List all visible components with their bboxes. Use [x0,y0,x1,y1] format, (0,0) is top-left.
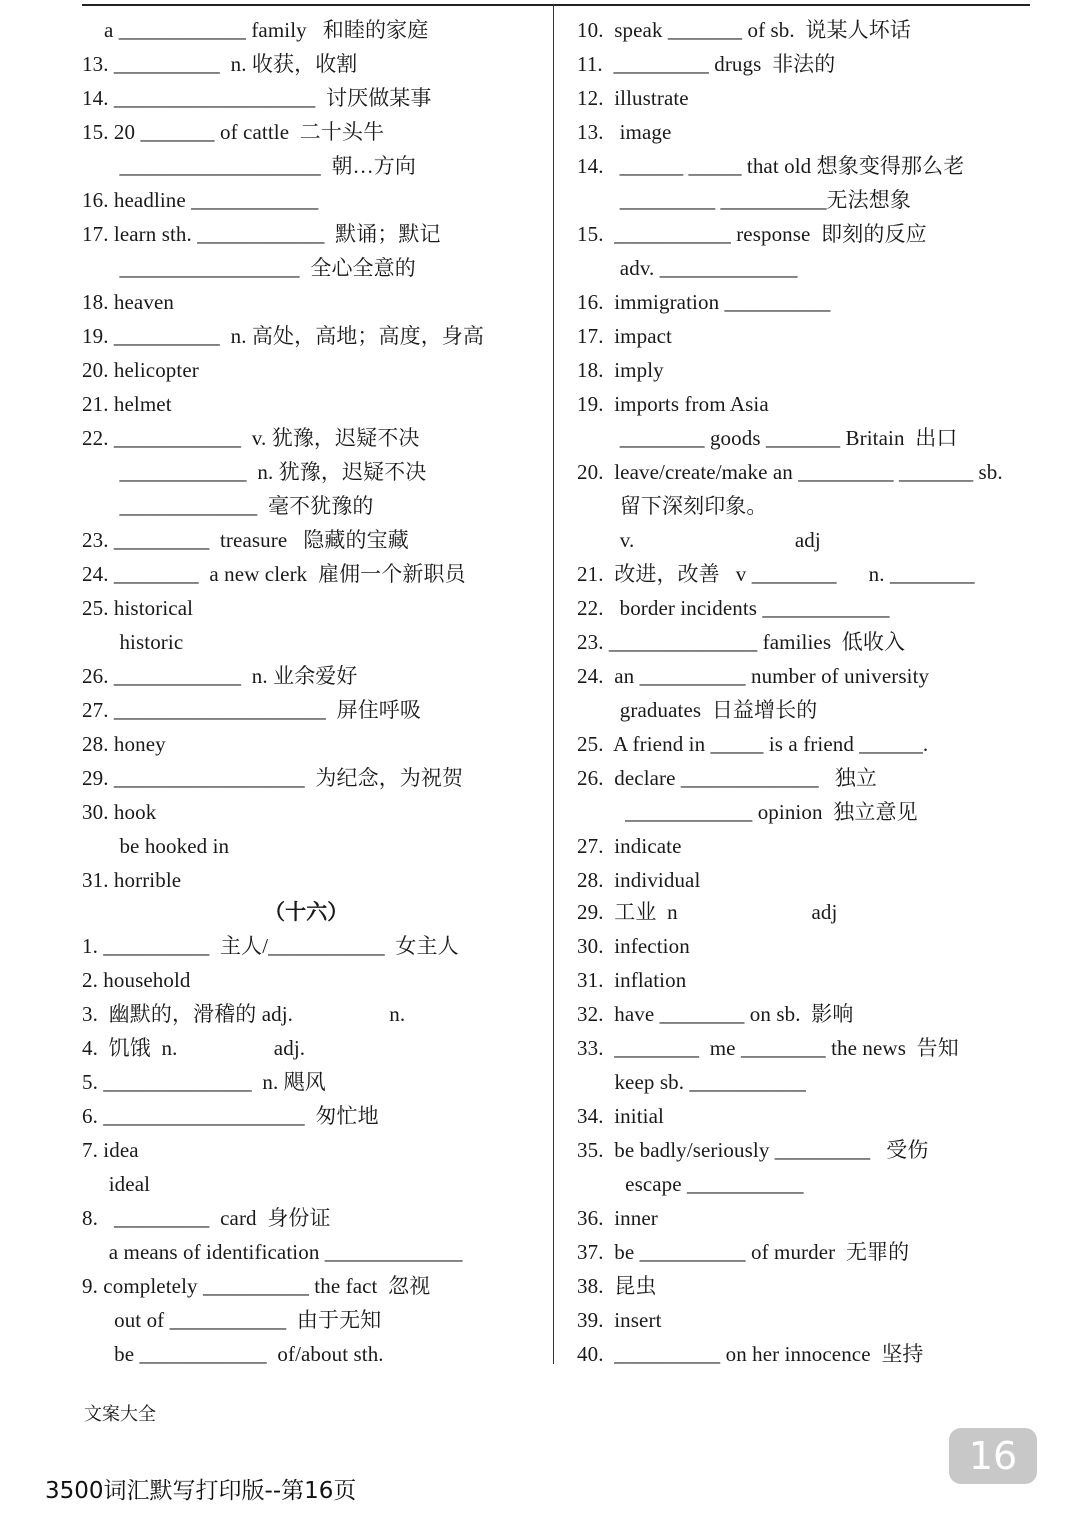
vocab-line: _________________ 全心全意的 [82,256,416,280]
vocab-line: keep sb. ___________ [577,1070,807,1094]
vocab-line: 18. heaven [82,290,174,314]
vocab-line: 17. learn sth. ____________ 默诵；默记 [82,222,441,246]
vocab-line: 20. helicopter [82,358,199,382]
vocab-line: ideal [82,1172,151,1196]
vocab-line: 39. insert [577,1308,662,1332]
column-divider [553,4,554,1364]
vocab-line: 36. inner [577,1206,658,1230]
vocab-line: 13. __________ n. 收获，收割 [82,52,358,76]
top-rule [82,4,1030,6]
vocab-line: out of ___________ 由于无知 [82,1308,382,1332]
vocab-line: 18. imply [577,358,664,382]
vocab-line: 29. __________________ 为纪念，为祝贺 [82,766,464,790]
vocab-line: 16. headline ____________ [82,188,319,212]
vocab-line: 30. infection [577,934,690,958]
vocab-line: 1. __________ 主人/___________ 女主人 [82,934,459,958]
vocab-line: 24. an __________ number of university [577,664,930,688]
vocab-line: 26. declare _____________ 独立 [577,766,877,790]
vocab-line: 31. horrible [82,868,182,892]
vocab-line: be ____________ of/about sth. [82,1342,384,1366]
vocab-line: 23. ______________ families 低收入 [577,630,906,654]
vocab-line: escape ___________ [577,1172,804,1196]
vocab-line: 8. _________ card 身份证 [82,1206,331,1230]
vocab-line: graduates 日益增长的 [577,698,818,722]
vocab-line: 17. impact [577,324,672,348]
vocab-line: 7. idea [82,1138,139,1162]
vocab-line: 38. 昆虫 [577,1274,657,1298]
vocab-line: 30. hook [82,800,157,824]
vocab-line: 19. imports from Asia [577,392,769,416]
vocab-line: 31. inflation [577,968,687,992]
vocab-line: 10. speak _______ of sb. 说某人坏话 [577,18,911,42]
footer-note: 文案大全 [84,1404,156,1425]
vocab-line: ________ goods _______ Britain 出口 [577,426,958,450]
vocab-line: 22. ____________ v. 犹豫，迟疑不决 [82,426,420,450]
vocab-line: 2. household [82,968,191,992]
page-caption: 3500词汇默写打印版--第16页 [45,1478,357,1504]
vocab-line: 4. 饥饿 n. adj. [82,1036,306,1060]
vocab-line: 9. completely __________ the fact 忽视 [82,1274,431,1298]
vocab-line: 28. honey [82,732,166,756]
vocab-line: ___________________ 朝…方向 [82,154,416,178]
vocab-line: 27. indicate [577,834,682,858]
vocab-line: 14. ___________________ 讨厌做某事 [82,86,432,110]
vocab-line: 34. initial [577,1104,664,1128]
vocab-line: 27. ____________________ 屏住呼吸 [82,698,421,722]
vocab-line: 15. 20 _______ of cattle 二十头牛 [82,120,385,144]
vocab-line: 20. leave/create/make an _________ _______ sb. [577,460,1003,484]
vocab-line: a ____________ family 和睦的家庭 [104,18,429,42]
vocab-line: 11. _________ drugs 非法的 [577,52,836,76]
vocab-line: 40. __________ on her innocence 坚持 [577,1342,924,1366]
vocab-line: 37. be __________ of murder 无罪的 [577,1240,910,1264]
vocab-line: 32. have ________ on sb. 影响 [577,1002,854,1026]
vocab-line: 16. immigration __________ [577,290,831,314]
vocab-line: _________ __________无法想象 [577,188,911,212]
vocab-line: 21. helmet [82,392,172,416]
vocab-line: 29. 工业 n adj [577,900,838,924]
vocab-line: 25. A friend in _____ is a friend ______. [577,732,929,756]
vocab-line: 21. 改进，改善 v ________ n. ________ [577,562,975,586]
vocab-line: 3. 幽默的，滑稽的 adj. n. [82,1002,406,1026]
vocab-line: be hooked in [82,834,230,858]
page-number-badge: 16 [949,1428,1037,1484]
vocab-line: 6. ___________________ 匆忙地 [82,1104,379,1128]
vocab-line: _____________ 毫不犹豫的 [82,494,374,518]
vocab-line: 13. image [577,120,672,144]
vocab-line: 14. ______ _____ that old 想象变得那么老 [577,154,965,178]
vocab-line: 35. be badly/seriously _________ 受伤 [577,1138,929,1162]
vocab-line: 28. individual [577,868,701,892]
vocab-line: v. adj [577,528,821,552]
vocab-line: 5. ______________ n. 飓风 [82,1070,326,1094]
vocab-line: 23. _________ treasure 隐藏的宝藏 [82,528,409,552]
section-heading: （十六） [264,900,349,924]
vocab-line: adv. _____________ [577,256,798,280]
vocab-line: 15. ___________ response 即刻的反应 [577,222,927,246]
vocab-line: 24. ________ a new clerk 雇佣一个新职员 [82,562,466,586]
vocab-line: 33. ________ me ________ the news 告知 [577,1036,959,1060]
vocab-line: 26. ____________ n. 业余爱好 [82,664,358,688]
vocab-line: ____________ n. 犹豫，迟疑不决 [82,460,427,484]
vocab-line: 22. border incidents ____________ [577,596,890,620]
vocab-line: a means of identification _____________ [82,1240,463,1264]
vocab-line: 留下深刻印象。 [577,494,768,518]
vocab-line: historic [82,630,184,654]
vocab-line: 12. illustrate [577,86,689,110]
vocab-line: 19. __________ n. 高处，高地；高度，身高 [82,324,484,348]
vocab-line: ____________ opinion 独立意见 [577,800,918,824]
vocab-line: 25. historical [82,596,194,620]
